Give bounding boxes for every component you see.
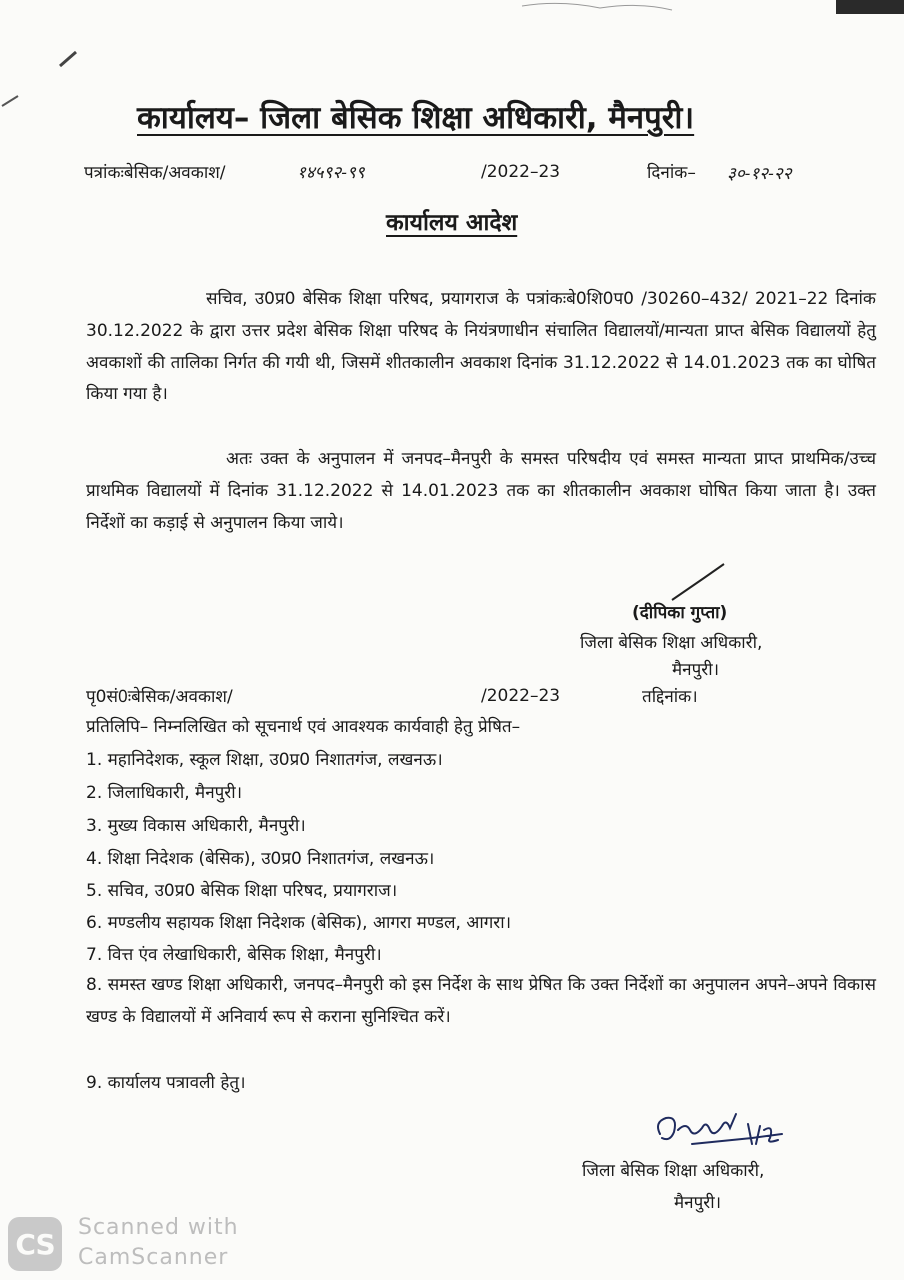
camscanner-logo: CS (8, 1217, 62, 1271)
signature-stroke (672, 564, 724, 600)
copy-list-item: 5. सचिव, उ0प्र0 बेसिक शिक्षा परिषद, प्रयागराज। (86, 881, 398, 901)
order-paragraph-1: सचिव, उ0प्र0 बेसिक शिक्षा परिषद, प्रयागराज के पत्रांकःबे0शि0प0 /30260–432/ 2021–22 दिनांक 30.12.2022 के द्वारा उत्तर प्रदेश बेसिक शिक्षा परिषद के नियंत्रणाधीन संचालित विद्यालयों/मान्यता प्राप्त बेसिक विद्यालयों हेतु अवकाशों की तालिका निर्गत की गयी थी, जिसमें शीतकालीन अवकाश दिनांक 31.12.2022 से 14.01.2023 तक का घोषित किया गया है। (86, 289, 876, 405)
signatory-2-place: मैनपुरी। (674, 1193, 722, 1213)
endorsement-ref-prefix: पृ0सं0ःबेसिक/अवकाश/ (86, 687, 233, 707)
date-label: दिनांक– (647, 163, 696, 183)
watermark-line-2: CamScanner (78, 1245, 229, 1270)
letter-ref-number: १४५९२-९९ (297, 163, 365, 183)
copy-list-item: 3. मुख्य विकास अधिकारी, मैनपुरी। (86, 816, 306, 836)
signatory-name: (दीपिका गुप्ता) (632, 603, 728, 623)
staple-mark (60, 52, 76, 66)
office-title: कार्यालय– जिला बेसिक शिक्षा अधिकारी, मैनपुरी। (137, 100, 695, 136)
watermark-line-1: Scanned with (78, 1215, 239, 1240)
handwritten-signature (652, 1104, 792, 1154)
order-title: कार्यालय आदेश (386, 210, 518, 236)
edge-mark (2, 96, 18, 106)
copy-list-item: 6. मण्डलीय सहायक शिक्षा निदेशक (बेसिक), आगरा मण्डल, आगरा। (86, 913, 512, 933)
letter-ref-prefix: पत्रांकःबेसिक/अवकाश/ (84, 163, 226, 183)
top-scribble (522, 3, 672, 10)
copy-list-item: 2. जिलाधिकारी, मैनपुरी। (86, 783, 243, 803)
endorsement-ref-year: /2022–23 (481, 686, 561, 706)
copy-list-item: 1. महानिदेशक, स्कूल शिक्षा, उ0प्र0 निशातगंज, लखनऊ। (86, 750, 443, 770)
copy-list-item: 4. शिक्षा निदेशक (बेसिक), उ0प्र0 निशातगंज, लखनऊ। (86, 849, 435, 869)
signatory-2-designation: जिला बेसिक शिक्षा अधिकारी, (582, 1161, 765, 1181)
order-paragraph-2: अतः उक्त के अनुपालन में जनपद–मैनपुरी के समस्त परिषदीय एवं समस्त मान्यता प्राप्त प्राथमिक/उच्च प्राथमिक विद्यालयों में दिनांक 31.12.2022 से 14.01.2023 तक का शीतकालीन अवकाश घोषित किया जाता है। उक्त निर्देशों का कड़ाई से अनुपालन किया जाये। (86, 449, 876, 533)
copy-list-item-8: 8. समस्त खण्ड शिक्षा अधिकारी, जनपद–मैनपुरी को इस निर्देश के साथ प्रेषित कि उक्त निर्देशों का अनुपालन अपने–अपने विकास खण्ड के विद्यालयों में अनिवार्य रूप से कराना सुनिश्चित करें। (86, 975, 876, 1027)
date-value: ३०-१२-२२ (727, 164, 792, 184)
copy-to-line: प्रतिलिपि– निम्नलिखित को सूचनार्थ एवं आवश्यक कार्यवाही हेतु प्रेषित– (86, 717, 521, 737)
signatory-place: मैनपुरी। (672, 660, 720, 680)
copy-list-item: 7. वित्त एंव लेखाधिकारी, बेसिक शिक्षा, मैनपुरी। (86, 945, 382, 965)
signatory-designation: जिला बेसिक शिक्षा अधिकारी, (580, 633, 763, 653)
endorsement-date: तद्दिनांक। (642, 687, 698, 707)
copy-list-item-9: 9. कार्यालय पत्रावली हेतु। (86, 1073, 246, 1093)
letter-ref-year: /2022–23 (481, 162, 561, 182)
